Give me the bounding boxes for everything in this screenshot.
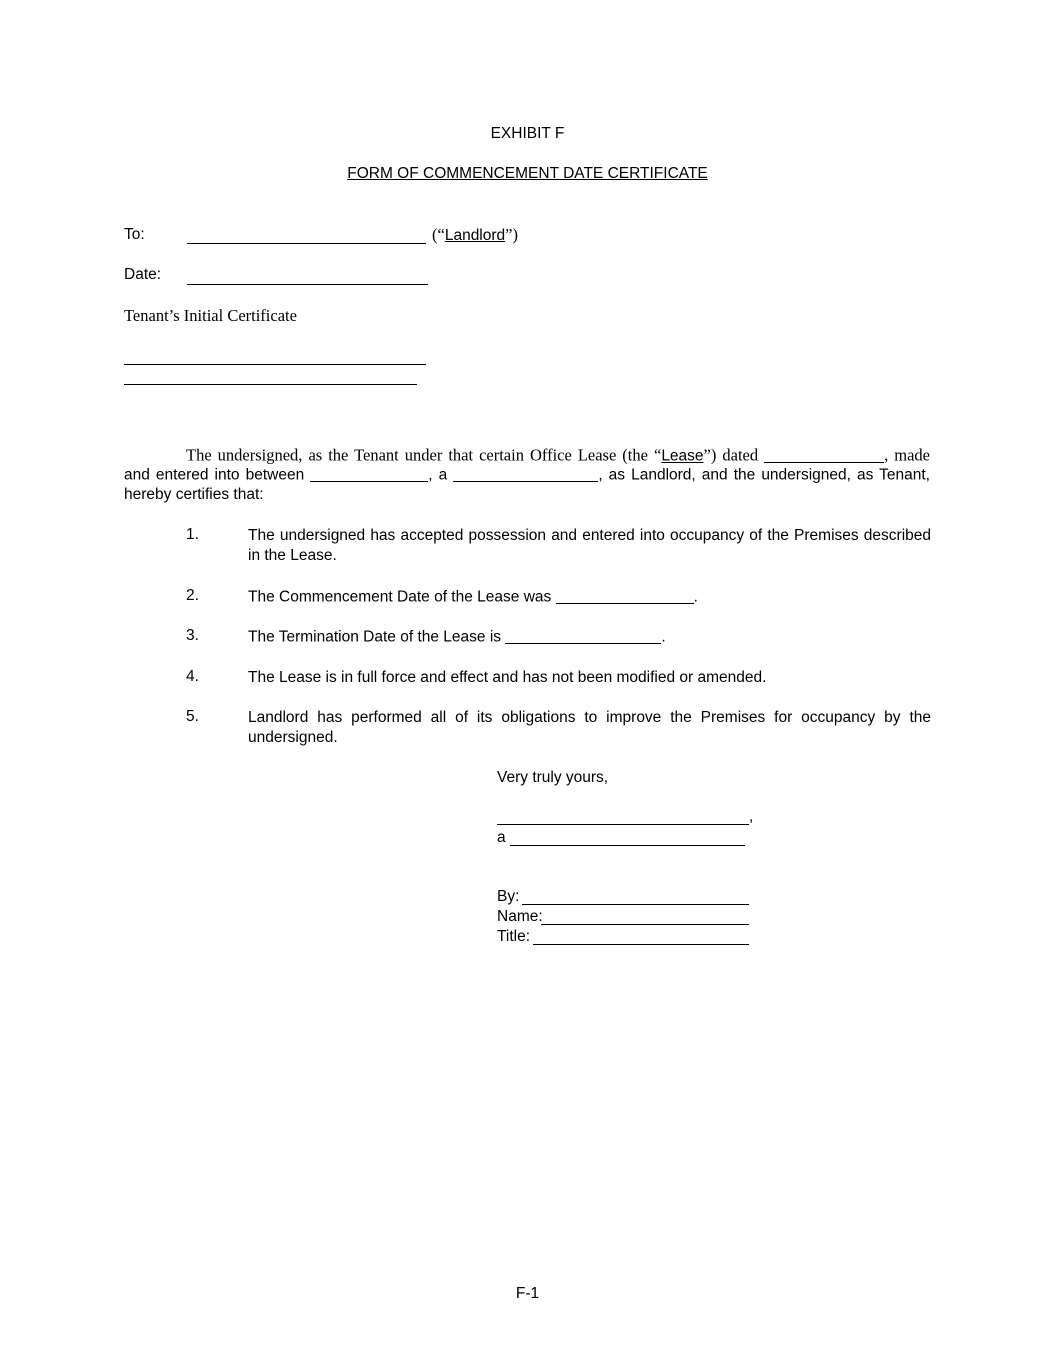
item-text: The Termination Date of the Lease is	[248, 628, 502, 646]
landlord-name-blank[interactable]	[310, 465, 428, 482]
intro-text-6: , as Landlord, and the undersigned, as Tenant,	[598, 466, 930, 484]
title-label: Title:	[497, 928, 531, 945]
item-number: 1.	[186, 526, 199, 543]
intro-text-3: , made	[884, 445, 930, 465]
by-line[interactable]	[522, 904, 749, 905]
landlord-close-quote: ”)	[505, 225, 518, 244]
item-text: Landlord has performed all of its obligations to improve the Premises for occupancy by the undersigned.	[248, 709, 931, 746]
item-text: The Lease is in full force and effect and has not been modified or amended.	[248, 669, 767, 686]
intro-text-4: and entered into between	[124, 466, 305, 484]
intro-line-3: hereby certifies that:	[124, 486, 264, 503]
tenant-initial-certificate: Tenant’s Initial Certificate	[124, 306, 297, 325]
item-number: 4.	[186, 668, 199, 685]
entity-type-line[interactable]	[510, 845, 745, 846]
date-label: Date:	[124, 266, 162, 283]
lease-date-blank[interactable]	[764, 445, 884, 463]
item-suffix: .	[661, 628, 666, 646]
landlord-entity-blank[interactable]	[453, 465, 598, 482]
item-text: The undersigned has accepted possession and entered into occupancy of the Premises described in the Lease.	[248, 527, 931, 564]
to-blank-line[interactable]	[187, 243, 426, 244]
to-label: To:	[124, 226, 145, 243]
landlord-term: Landlord	[444, 227, 506, 244]
closing-text: Very truly yours,	[497, 769, 609, 786]
item-text-wrap	[248, 627, 931, 648]
intro-line-2	[124, 465, 930, 485]
by-label: By:	[497, 888, 520, 905]
intro-text-5: , a	[428, 466, 448, 484]
date-blank-line[interactable]	[187, 284, 428, 285]
exhibit-label: EXHIBIT F	[490, 125, 565, 142]
commencement-date-blank[interactable]	[556, 587, 694, 604]
intro-text-1: The undersigned, as the Tenant under that certain Office Lease (the “	[186, 445, 662, 465]
landlord-open-quote: (“	[432, 225, 445, 244]
intro-text-2: ”) dated	[703, 445, 759, 465]
item-number: 3.	[186, 627, 199, 644]
tenant-address-line-1[interactable]	[124, 364, 426, 365]
document-title: FORM OF COMMENCEMENT DATE CERTIFICATE	[347, 165, 708, 182]
item-text-wrap	[248, 587, 931, 608]
intro-paragraph	[124, 445, 930, 505]
title-line[interactable]	[533, 944, 749, 945]
intro-line-1	[124, 445, 930, 465]
entity-type-label: a	[497, 829, 506, 846]
tenant-address-line-2[interactable]	[124, 384, 417, 385]
lease-term: Lease	[661, 447, 704, 465]
landlord-definition	[432, 225, 518, 245]
termination-date-blank[interactable]	[505, 627, 661, 644]
item-number: 5.	[186, 708, 199, 725]
item-text: The Commencement Date of the Lease was	[248, 588, 552, 606]
item-suffix: .	[693, 588, 698, 606]
signatory-comma: ,	[749, 808, 754, 825]
signatory-name-line[interactable]	[497, 824, 749, 825]
name-line[interactable]	[541, 924, 749, 925]
page-number: F-1	[515, 1285, 540, 1302]
name-label: Name:	[497, 908, 543, 925]
item-number: 2.	[186, 587, 199, 604]
